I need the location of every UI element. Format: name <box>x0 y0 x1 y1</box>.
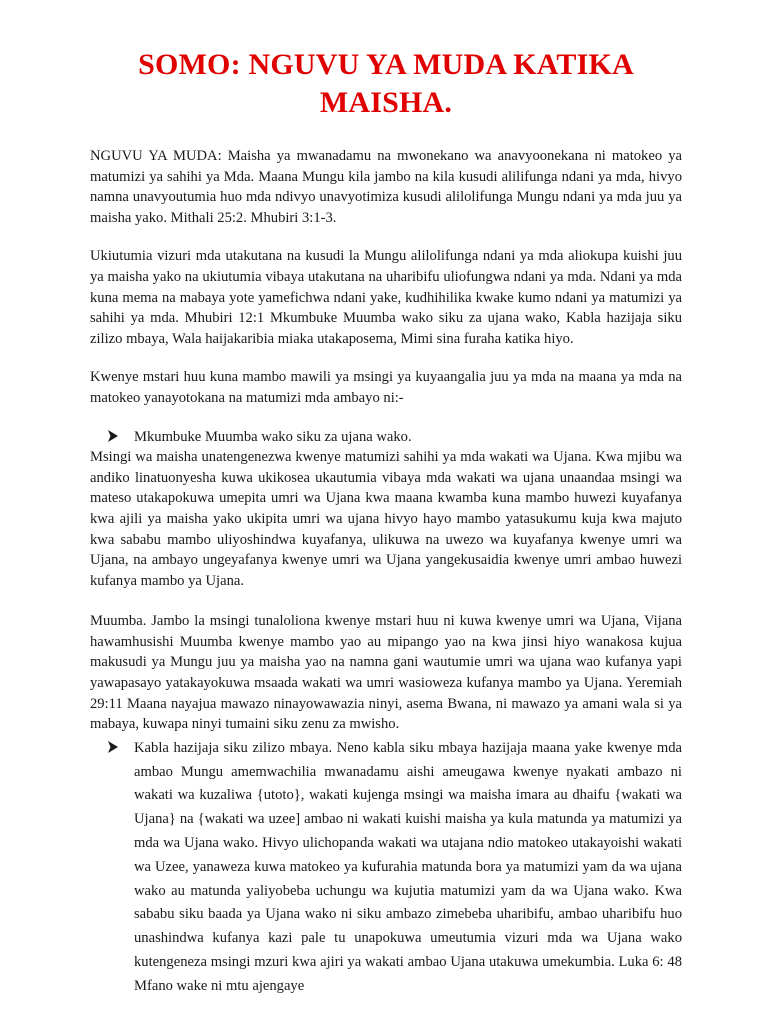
paragraph-msingi: Msingi wa maisha unatengenezwa kwenye matumizi sahihi ya mda wakati wa Ujana. Kwa mjibu wa andiko linatuonyesha kuwa ukikosea ukautumia vibaya mda wakati wa ujana unaandaa msingi wa mateso utakapokuwa umepita umri wa Ujana kwa maana kwamba kuna mambo huwezi kuyafanya kwa ajili ya maisha yako ukipita umri wa ujana hivyo hayo mambo yatasukumu kuja kwa majuto kwa sababu mambo uliyoshindwa kuyafanya, ulikuwa na uwezo wa kuyafanya kwenye umri wa Ujana, na ambayo ungeyafanya kwenye umri wa Ujana yangekusaidia kwenye umri ambao huwezi kufanya mambo ya Ujana. <box>90 449 682 589</box>
bullet-text: Kabla hazijaja siku zilizo mbaya. Neno kabla siku mbaya hazijaja maana yake kwenye mda ambao Mungu amemwachilia mwanadamu aishi ameugawa kwenye nyakati ambazo ni wakati wa kuzaliwa {utoto}, wakati kujenga msingi wa maisha imara au dhaifu {wakati wa Ujana} na {wakati wa uzee] ambao ni wakati kuishi maisha ya kula matunda ya matumizi ya mda wa Ujana wako. Hivyo ulichopanda wakati wa utajana ndio matokeo utakayoishi wakati wa Uzee, yanaweza kuwa matokeo ya kufurahia matunda bora ya matumizi yam da wa ujana wako au matunda yaliyobeba uchungu wa kujutia matumizi yam da wa Ujana wako. Kwa sababu siku baada ya Ujana wako ni siku ambazo zimebeba uharibifu, ambao uharibifu huo unashindwa kufanya kazi pale tu unapokuwa umeutumia vizuri mda wa Ujana wako kutengeneza msingi mzuri kwa ajiri ya wakati ambao Ujana utakuwa umekumbia. Luka 6: 48 Mfano wake ni mtu ajengaye <box>134 739 682 994</box>
arrow-bullet-icon <box>90 737 134 999</box>
page-title <box>90 46 682 122</box>
title-line-2: MAISHA. <box>319 86 453 119</box>
paragraph-nguvu-ya-muda: NGUVU YA MUDA: Maisha ya mwanadamu na mwonekano wa anavyoonekana ni matokeo ya matumizi ya sahihi ya Mda. Maana Mungu kila jambo na kila kusudi alilifunga ndani ya mda, hivyo namna unavyoutumia huo mda ndivyo unavyotimiza kusudi alilolifunga Mungu ndani ya mda juu ya maisha yako. Mithali 25:2. Mhubiri 3:1-3. <box>90 148 682 226</box>
title-line-1: SOMO: NGUVU YA MUDA KATIKA <box>138 48 634 81</box>
paragraph-ukiutumia: Ukiutumia vizuri mda utakutana na kusudi la Mungu alilolifunga ndani ya mda aliokupa kuishi juu ya maisha yako na ukiutumia vibaya utakutana na uharibifu uliofungwa ndani ya mda. Ndani ya mda kuna mema na mabaya yote yamefichwa ndani yake, kudhihilika kwake kumo ndani ya matumizi ya sahihi ya mda. Mhubiri 12:1 Mkumbuke Muumba wako siku za ujana wako, Kabla hazijaja siku zilizo mbaya, Wala haijakaribia miaka utakaposema, Mimi sina furaha katika hiyo. <box>90 248 682 347</box>
bullet-text: Mkumbuke Muumba wako siku za ujana wako. <box>134 428 412 445</box>
paragraph-muumba: Muumba. Jambo la msingi tunaloliona kwenye mstari huu ni kuwa kwenye umri wa Ujana, Vijana hawamhusishi Muumba kwenye mambo yao au mipango yao na kwa jinsi hiyo wanakosa kujua makusudi ya Mungu juu ya maisha yao na namna gani wautumie umri wa ujana wao kufanya yapi yawapasayo yatakayokuwa msaada wakati wa umri wasioweza kufanya mambo ya Ujana. Yeremiah 29:11 Maana nayajua mawazo ninayowawazia ninyi, asema Bwana, ni mawazo ya amani wala si ya mabaya, kuwapa ninyi tumaini siku zenu za mwisho. <box>90 613 682 733</box>
bullet-item-mkumbuke <box>90 427 682 448</box>
arrow-bullet-icon <box>90 427 134 448</box>
bullet-item-kabla <box>90 737 682 999</box>
paragraph-kwenye-mstari: Kwenye mstari huu kuna mambo mawili ya msingi ya kuyaangalia juu ya mda na maana ya mda na matokeo yanayotokana na matumizi mda ambayo ni:- <box>90 369 682 406</box>
